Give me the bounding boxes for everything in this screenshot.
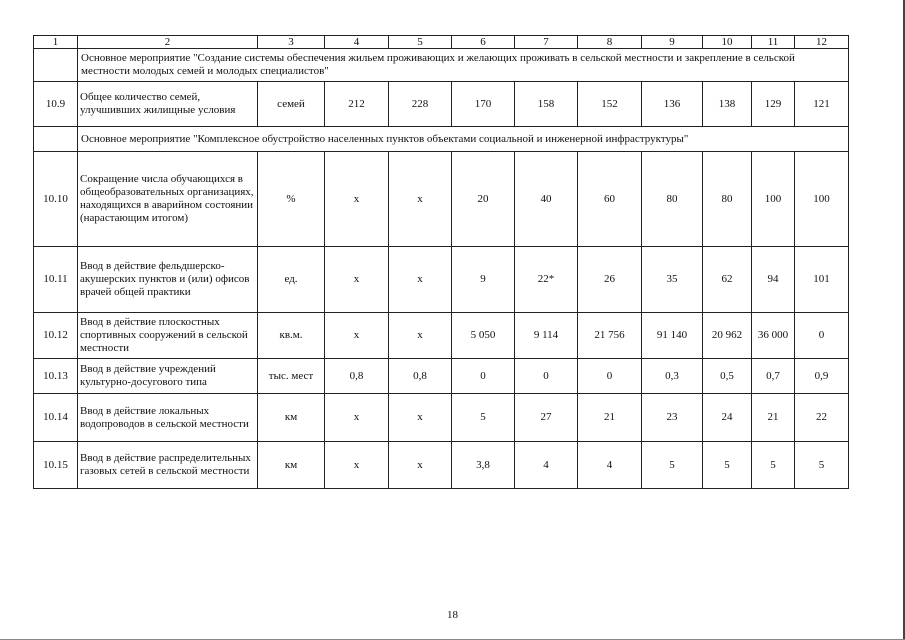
row-number: 10.11	[34, 247, 78, 313]
value-cell: 5	[703, 442, 752, 489]
value-cell: x	[389, 394, 452, 442]
unit-cell: тыс. мест	[258, 359, 325, 394]
value-cell: 0,8	[389, 359, 452, 394]
unit-cell: ед.	[258, 247, 325, 313]
value-cell: 0,7	[752, 359, 795, 394]
section-row	[34, 49, 849, 82]
table-row	[34, 247, 849, 313]
header-cell: 9	[642, 36, 703, 49]
value-cell: 36 000	[752, 313, 795, 359]
value-cell: 80	[642, 152, 703, 247]
section-row	[34, 127, 849, 152]
column-numbers-row	[34, 36, 849, 49]
value-cell: x	[325, 394, 389, 442]
value-cell: 35	[642, 247, 703, 313]
table-row	[34, 82, 849, 127]
row-number: 10.12	[34, 313, 78, 359]
header-cell: 4	[325, 36, 389, 49]
value-cell: 60	[578, 152, 642, 247]
value-cell: 138	[703, 82, 752, 127]
value-cell: 80	[703, 152, 752, 247]
indicator-name: Ввод в действие распределительных газовых сетей в сельской местности	[78, 442, 258, 489]
value-cell: x	[325, 442, 389, 489]
indicator-name: Ввод в действие плоскостных спортивных сооружений в сельской местности	[78, 313, 258, 359]
row-number: 10.10	[34, 152, 78, 247]
value-cell: 24	[703, 394, 752, 442]
header-cell: 6	[452, 36, 515, 49]
header-cell: 10	[703, 36, 752, 49]
value-cell: 129	[752, 82, 795, 127]
indicator-name: Общее количество семей, улучшивших жилищные условия	[78, 82, 258, 127]
table-row	[34, 152, 849, 247]
value-cell: 101	[795, 247, 849, 313]
empty-cell	[34, 49, 78, 82]
value-cell: 40	[515, 152, 578, 247]
value-cell: 0,5	[703, 359, 752, 394]
unit-cell: семей	[258, 82, 325, 127]
value-cell: 100	[795, 152, 849, 247]
value-cell: 22*	[515, 247, 578, 313]
value-cell: 5	[452, 394, 515, 442]
value-cell: 20	[452, 152, 515, 247]
value-cell: 3,8	[452, 442, 515, 489]
unit-cell: км	[258, 394, 325, 442]
value-cell: 152	[578, 82, 642, 127]
header-cell: 8	[578, 36, 642, 49]
value-cell: 228	[389, 82, 452, 127]
value-cell: 100	[752, 152, 795, 247]
value-cell: 5	[752, 442, 795, 489]
value-cell: 94	[752, 247, 795, 313]
unit-cell: %	[258, 152, 325, 247]
value-cell: 26	[578, 247, 642, 313]
value-cell: 23	[642, 394, 703, 442]
header-cell: 1	[34, 36, 78, 49]
value-cell: 170	[452, 82, 515, 127]
unit-cell: кв.м.	[258, 313, 325, 359]
row-number: 10.15	[34, 442, 78, 489]
value-cell: 20 962	[703, 313, 752, 359]
value-cell: 21	[578, 394, 642, 442]
value-cell: x	[389, 442, 452, 489]
value-cell: 62	[703, 247, 752, 313]
value-cell: 0	[452, 359, 515, 394]
value-cell: 0,3	[642, 359, 703, 394]
value-cell: x	[389, 313, 452, 359]
header-cell: 11	[752, 36, 795, 49]
value-cell: 0,9	[795, 359, 849, 394]
header-cell: 2	[78, 36, 258, 49]
indicators-table	[33, 35, 849, 489]
value-cell: 5	[642, 442, 703, 489]
value-cell: 22	[795, 394, 849, 442]
header-cell: 7	[515, 36, 578, 49]
row-number: 10.13	[34, 359, 78, 394]
row-number: 10.14	[34, 394, 78, 442]
value-cell: x	[389, 152, 452, 247]
indicator-name: Ввод в действие локальных водопроводов в сельской местности	[78, 394, 258, 442]
value-cell: x	[325, 313, 389, 359]
value-cell: 0,8	[325, 359, 389, 394]
value-cell: x	[325, 152, 389, 247]
header-cell: 5	[389, 36, 452, 49]
table-row	[34, 442, 849, 489]
value-cell: 9 114	[515, 313, 578, 359]
section-title: Основное мероприятие "Комплексное обустройство населенных пунктов объектами социальной и инженерной инфраструктуры"	[78, 127, 849, 152]
value-cell: 136	[642, 82, 703, 127]
value-cell: 21 756	[578, 313, 642, 359]
value-cell: x	[389, 247, 452, 313]
header-cell: 3	[258, 36, 325, 49]
table-row	[34, 359, 849, 394]
value-cell: 27	[515, 394, 578, 442]
value-cell: 91 140	[642, 313, 703, 359]
row-number: 10.9	[34, 82, 78, 127]
value-cell: 0	[795, 313, 849, 359]
page-number: 18	[447, 609, 458, 621]
table-row	[34, 394, 849, 442]
indicator-name: Ввод в действие фельдшерско-акушерских пунктов и (или) офисов врачей общей практики	[78, 247, 258, 313]
unit-cell: км	[258, 442, 325, 489]
value-cell: 0	[578, 359, 642, 394]
section-title: Основное мероприятие "Создание системы обеспечения жильем проживающих и желающих проживать в сельской местности и закрепление в сельской местности молодых семей и молодых специалистов"	[78, 49, 849, 82]
value-cell: 158	[515, 82, 578, 127]
table-row	[34, 313, 849, 359]
value-cell: 121	[795, 82, 849, 127]
value-cell: 0	[515, 359, 578, 394]
value-cell: 212	[325, 82, 389, 127]
empty-cell	[34, 127, 78, 152]
header-cell: 12	[795, 36, 849, 49]
value-cell: 4	[578, 442, 642, 489]
value-cell: 5	[795, 442, 849, 489]
value-cell: 21	[752, 394, 795, 442]
indicator-name: Ввод в действие учреждений культурно-досугового типа	[78, 359, 258, 394]
value-cell: x	[325, 247, 389, 313]
value-cell: 4	[515, 442, 578, 489]
indicator-name: Сокращение числа обучающихся в общеобразовательных организациях, находящихся в аварийном состоянии (нарастающим итогом)	[78, 152, 258, 247]
value-cell: 5 050	[452, 313, 515, 359]
value-cell: 9	[452, 247, 515, 313]
